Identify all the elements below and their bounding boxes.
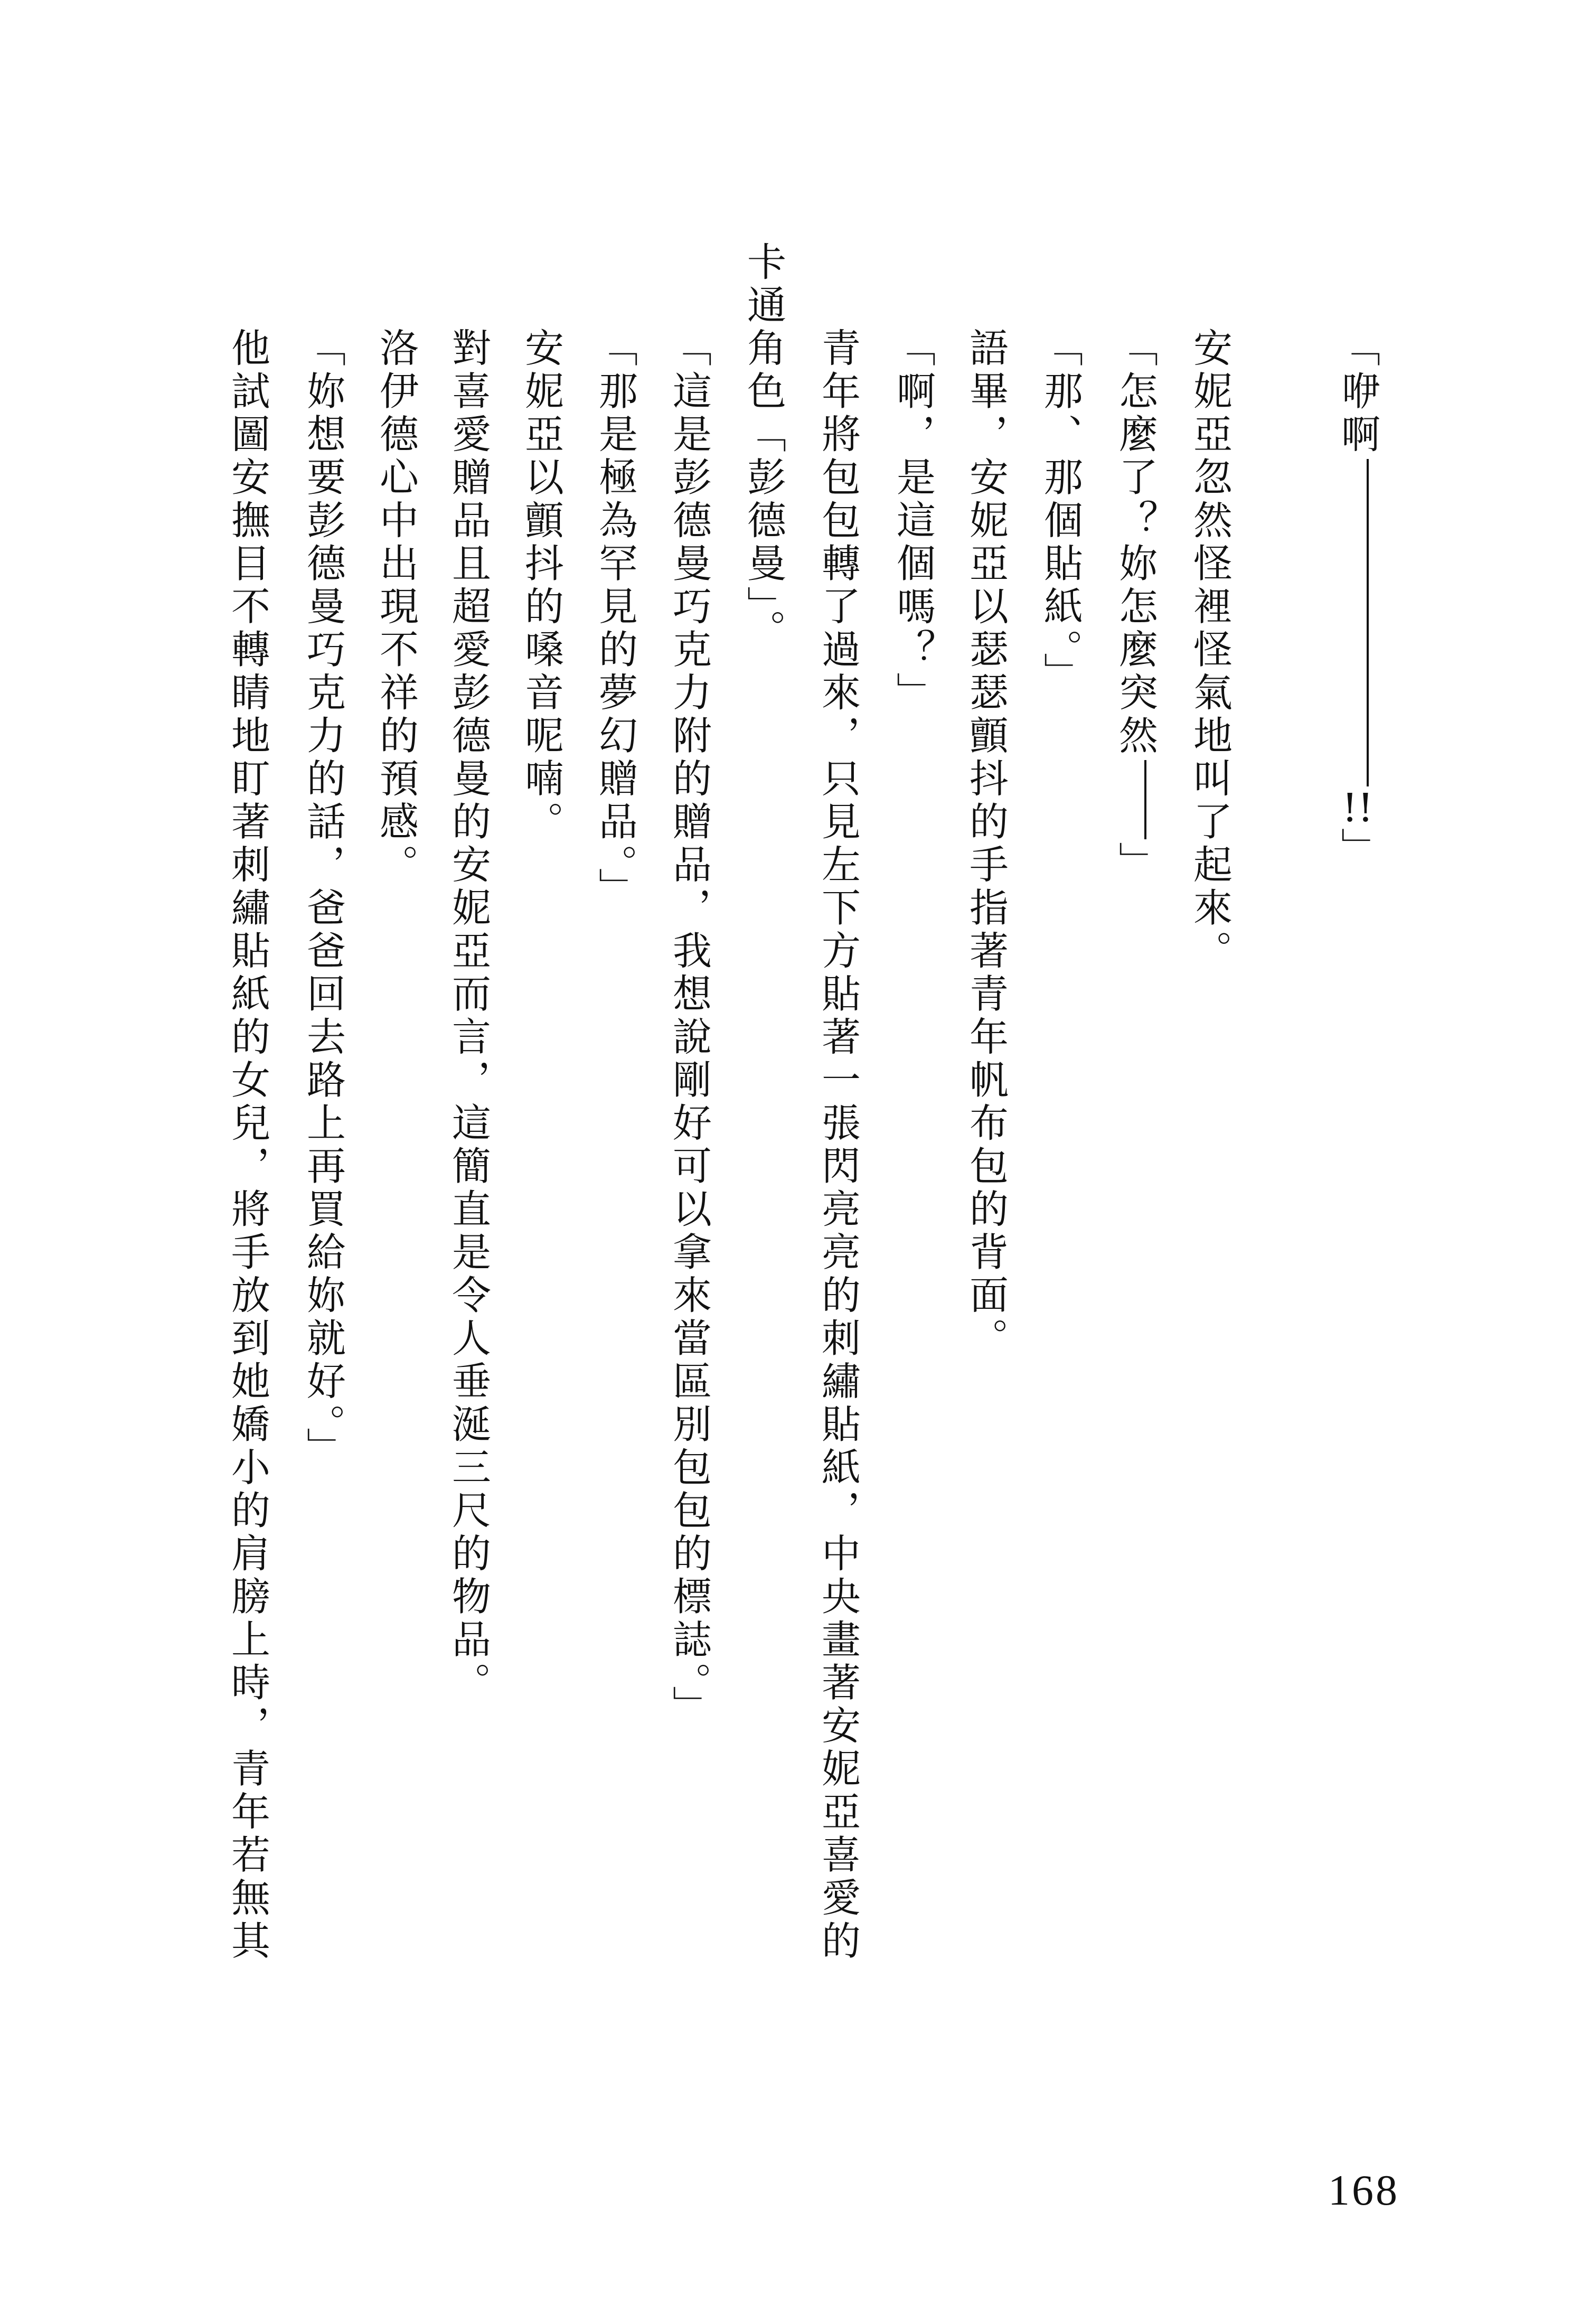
closing-bracket: 」 (1113, 841, 1158, 885)
text-column-continuation: 卡通角色「彭德曼」。 (741, 241, 786, 652)
column-text-before: 「咿啊 (1335, 327, 1380, 457)
text-column-exclamation (1331, 327, 1384, 2018)
column-text-after: !! (1342, 788, 1374, 828)
text-column: 「妳想要彭德曼巧克力的話，爸爸回去路上再買給妳就好。」 (300, 327, 346, 1470)
em-dash-line (1144, 760, 1146, 839)
text-column: 安妮亞忽然怪裡怪氣地叫了起來。 (1187, 327, 1233, 973)
text-column-question (1109, 327, 1162, 2018)
page-number: 168 (1328, 2166, 1399, 2214)
column-text-before: 「怎麼了？妳怎麼突然 (1113, 327, 1158, 758)
text-column: 語畢，安妮亞以瑟瑟顫抖的手指著青年帆布包的背面。 (963, 327, 1009, 1361)
text-column: 洛伊德心中出現不祥的預感。 (373, 327, 419, 887)
em-dash-line (1367, 459, 1369, 786)
text-column: 對喜愛贈品且超愛彭德曼的安妮亞而言，這簡直是令人垂涎三尺的物品。 (446, 327, 491, 1705)
text-column: 安妮亞以顫抖的嗓音呢喃。 (519, 327, 564, 844)
text-column: 青年將包包轉了過來，只見左下方貼著一張閃亮亮的刺繡貼紙，中央畫著安妮亞喜愛的 (815, 327, 861, 1963)
text-column: 「那、那個貼紙。」 (1038, 327, 1083, 696)
closing-bracket: 」 (1335, 827, 1380, 870)
text-column: 「那是極為罕見的夢幻贈品。」 (592, 327, 638, 911)
text-column: 他試圖安撫目不轉睛地盯著刺繡貼紙的女兒，將手放到她嬌小的肩膀上時，青年若無其 (225, 327, 270, 1963)
text-column: 「這是彭德曼巧克力附的贈品，我想說剛好可以拿來當區別包包的標誌。」 (666, 327, 712, 1729)
text-column: 「啊，是這個嗎？」 (890, 327, 936, 715)
